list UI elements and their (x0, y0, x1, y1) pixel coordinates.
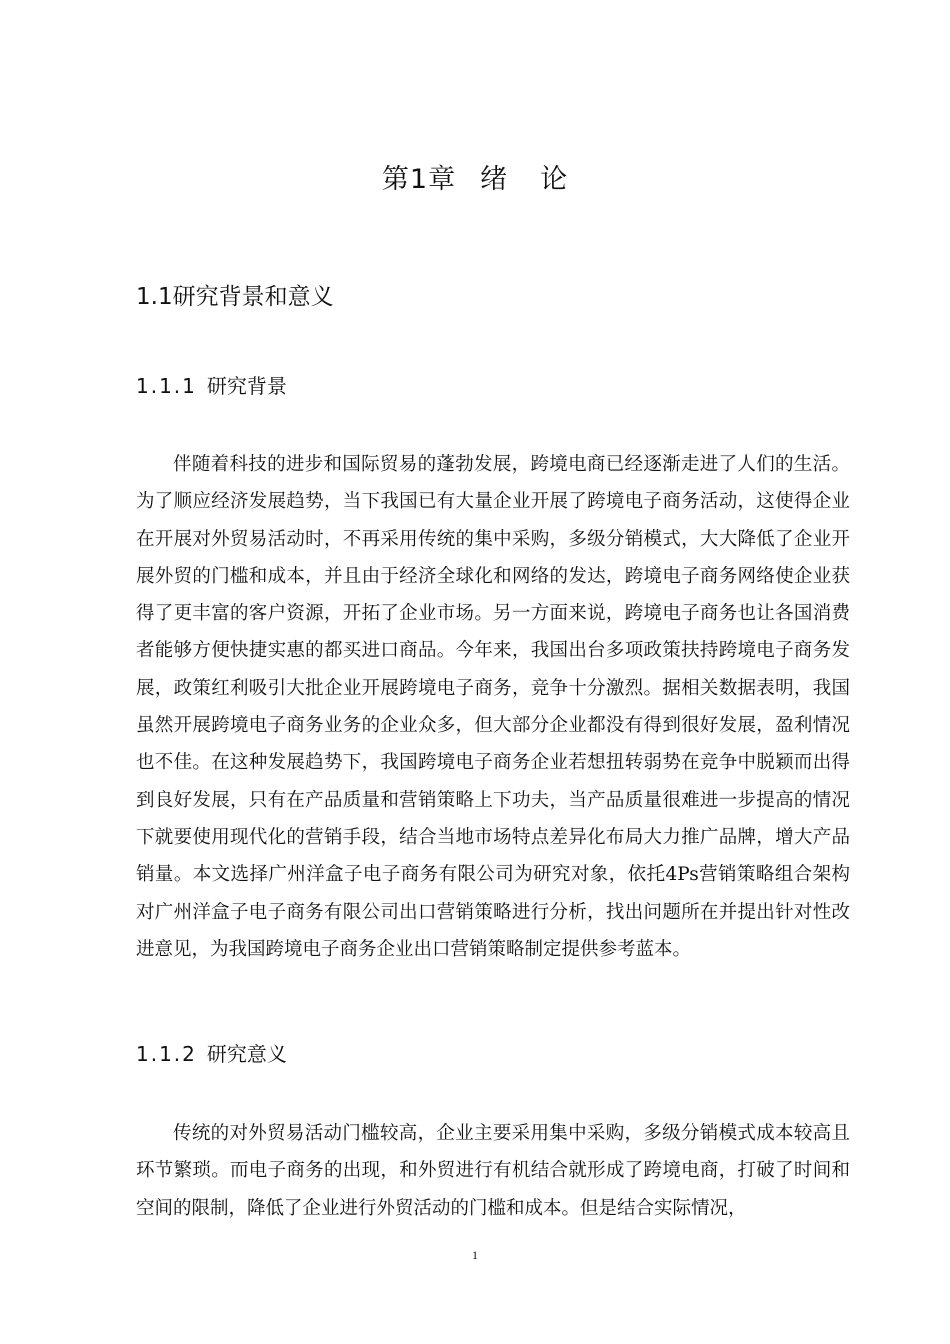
chapter-number: 第1章 (381, 164, 457, 195)
chapter-title-char-1: 绪 (480, 164, 509, 195)
chapter-title (0, 160, 950, 200)
section-heading: 1.1研究背景和意义 (136, 284, 334, 310)
page-number: 1 (472, 1248, 478, 1262)
subsection-number: 1.1.2 (136, 1042, 197, 1066)
subsection-heading-background (136, 371, 287, 401)
subsection-title: 研究意义 (206, 1042, 287, 1066)
body-paragraph-significance: 传统的对外贸易活动门槛较高，企业主要采用集中采购，多级分销模式成本较高且环节繁琐。而电子商务的出现，和外贸进行有机结合就形成了跨境电商，打破了时间和空间的限制，降低了企业进行外贸活动的门槛和成本。但是结合实际情况， (136, 1123, 850, 1219)
chapter-title-char-2: 论 (540, 164, 569, 195)
subsection-number: 1.1.1 (136, 374, 197, 398)
subsection-title: 研究背景 (206, 374, 287, 398)
body-paragraph-background: 伴随着科技的进步和国际贸易的蓬勃发展，跨境电商已经逐渐走进了人们的生活。为了顺应经济发展趋势，当下我国已有大量企业开展了跨境电子商务活动，这使得企业在开展对外贸易活动时，不再采用传统的集中采购，多级分销模式，大大降低了企业开展外贸的门槛和成本，并且由于经济全球化和网络的发达，跨境电子商务网络使企业获得了更丰富的客户资源，开拓了企业市场。另一方面来说，跨境电子商务也让各国消费者能够方便快捷实惠的都买进口商品。今年来，我国出台多项政策扶持跨境电子商务发展，政策红利吸引大批企业开展跨境电子商务，竞争十分激烈。据相关数据表明，我国虽然开展跨境电子商务业务的企业众多，但大部分企业都没有得到很好发展，盈利情况也不佳。在这种发展趋势下，我国跨境电子商务企业若想扭转弱势在竞争中脱颖而出得到良好发展，只有在产品质量和营销策略上下功夫，当产品质量很难进一步提高的情况下就要使用现代化的营销手段，结合当地市场特点差异化布局大力推广品牌，增大产品销量。本文选择广州洋盒子电子商务有限公司为研究对象，依托4Ps营销策略组合架构对广州洋盒子电子商务有限公司出口营销策略进行分析，找出问题所在并提出针对性改进意见，为我国跨境电子商务企业出口营销策略制定提供参考蓝本。 (136, 454, 850, 960)
subsection-heading-significance (136, 1039, 287, 1069)
